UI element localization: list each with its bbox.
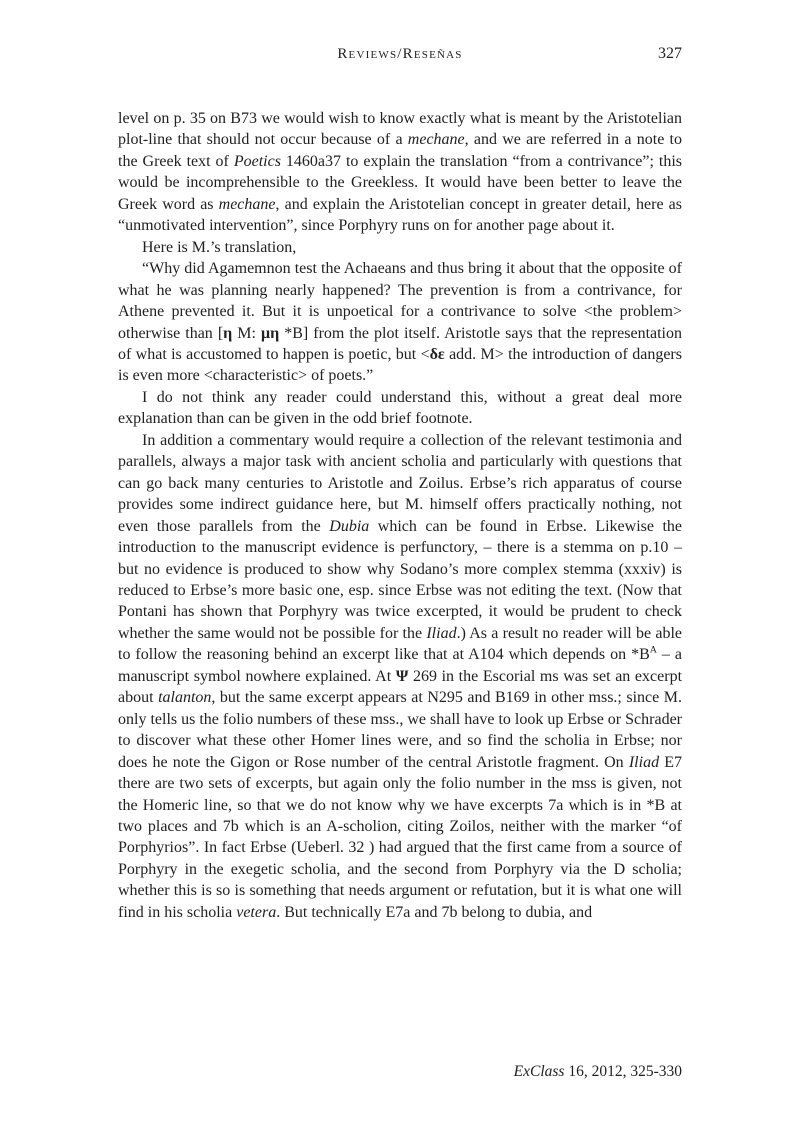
text-run: add. M> the introduction of dangers is even more <characteristic> of poets.” bbox=[118, 345, 682, 385]
text-run: δε bbox=[429, 345, 445, 363]
text-run: , and we are referred in a note to the Greek text of bbox=[118, 131, 682, 170]
text-run: which can be found in Erbse. Likewise the introduction to the manuscript evidence is perfunctory, – there is a stemma on p.10 – but no evidence is produced to show why Sodano’s more complex stemma (xxxiv) is reduced to Erbse’s more basic one, esp. since Erbse was not editing the text. (Now that Pontani has shown that Porphyry was twice excerpted, it would be prudent to check whether the same would not be possible for the bbox=[118, 517, 682, 642]
text-run: .) As a result no reader will be able to follow the reasoning behind an excerpt like that at A104 which depends on *B bbox=[118, 624, 682, 664]
citation-text: 16, 2012, 325-330 bbox=[564, 1063, 682, 1080]
text-run: Here is M.’s translation, bbox=[142, 238, 297, 256]
text-run: A bbox=[649, 645, 657, 656]
paragraph bbox=[118, 108, 682, 237]
text-run: Iliad bbox=[426, 624, 457, 642]
paragraph bbox=[118, 387, 682, 430]
footer-citation bbox=[514, 1063, 682, 1081]
text-run: “Why did Agamemnon test the Achaeans and thus bring it about that the opposite of what he was planning nearly happened? The prevention is from a contrivance, for Athene prevented it. But it is unpoetical for a contrivance to solve <the problem> otherwise than [ bbox=[118, 260, 682, 342]
text-run: . But technically E7a and 7b belong to dubia, and bbox=[276, 903, 593, 921]
text-run: vetera bbox=[236, 903, 277, 921]
text-run: μη bbox=[261, 324, 280, 342]
paragraph bbox=[118, 430, 682, 923]
text-run: *B] from the plot itself. Aristotle says that the representation of what is accustomed to happen is poetic, but < bbox=[118, 324, 683, 363]
text-run: , but the same excerpt appears at N295 and B169 in other mss.; since M. only tells us the folio numbers of these mss., we shall have to look up Erbse or Schrader to discover what these other Homer lines were, and so find the scholia in Erbse; nor does he note the Gigon or Rose number of the central Aristotle fragment. On bbox=[118, 689, 682, 771]
page-number: 327 bbox=[658, 45, 682, 62]
text-run: 269 in the Escorial ms was set an excerpt about bbox=[118, 667, 683, 707]
text-run: talanton bbox=[158, 689, 212, 707]
text-run: – a manuscript symbol nowhere explained. At bbox=[118, 646, 682, 685]
paragraph bbox=[118, 258, 682, 387]
text-run: E7 there are two sets of excerpts, but again only the folio number in the mss is given, not the Homeric line, so that we do not know why we have excerpts 7a which is in *B at two places and 7b which is an A-scholion, citing Zoilos, neither with the marker “of Porphyrios”. In fact Erbse (Ueberl. 32 ) had argued that the first came from a source of Porphyry in the exegetic scholia, and the second from Porphyry via the D scholia; whether this is so is something that needs argument or refutation, but it is what one will find in his scholia bbox=[118, 753, 682, 921]
text-run: M: bbox=[232, 324, 262, 342]
text-run: Dubia bbox=[329, 517, 370, 535]
text-run: η bbox=[223, 324, 233, 342]
text-run: mechane bbox=[218, 195, 276, 213]
text-run: level on p. 35 on B73 we would wish to know exactly what is meant by the Aristotelian plot-line that should not occur because of a bbox=[118, 110, 682, 149]
text-run: , and explain the Aristotelian concept in greater detail, here as “unmotivated intervention”, since Porphyry runs on for another page about it. bbox=[118, 195, 683, 235]
paragraph bbox=[118, 237, 682, 258]
journal-title: ExClass bbox=[513, 1063, 565, 1080]
running-head bbox=[118, 46, 682, 66]
text-run: mechane bbox=[407, 131, 465, 149]
text-run: In addition a commentary would require a collection of the relevant testimonia and parallels, always a major task with ancient scholia and particularly with questions that can go back many centuries to Aristotle and Zoilus. Erbse’s rich apparatus of course provides some indirect guidance here, but M. himself offers practically nothing, not even those parallels from the bbox=[118, 431, 682, 535]
text-run: 1460a37 to explain the translation “from a contrivance”; this would be incomprehensible to the Greekless. It would have been better to leave the Greek word as bbox=[118, 152, 682, 213]
running-head-title: Reviews/Reseñas bbox=[337, 46, 463, 62]
text-run: I do not think any reader could understand this, without a great deal more explanation than can be given in the odd brief footnote. bbox=[118, 388, 682, 428]
text-run: Poetics bbox=[233, 152, 281, 170]
text-run: Iliad bbox=[628, 753, 660, 771]
article-body bbox=[118, 108, 682, 923]
text-run: Ψ bbox=[395, 667, 409, 685]
